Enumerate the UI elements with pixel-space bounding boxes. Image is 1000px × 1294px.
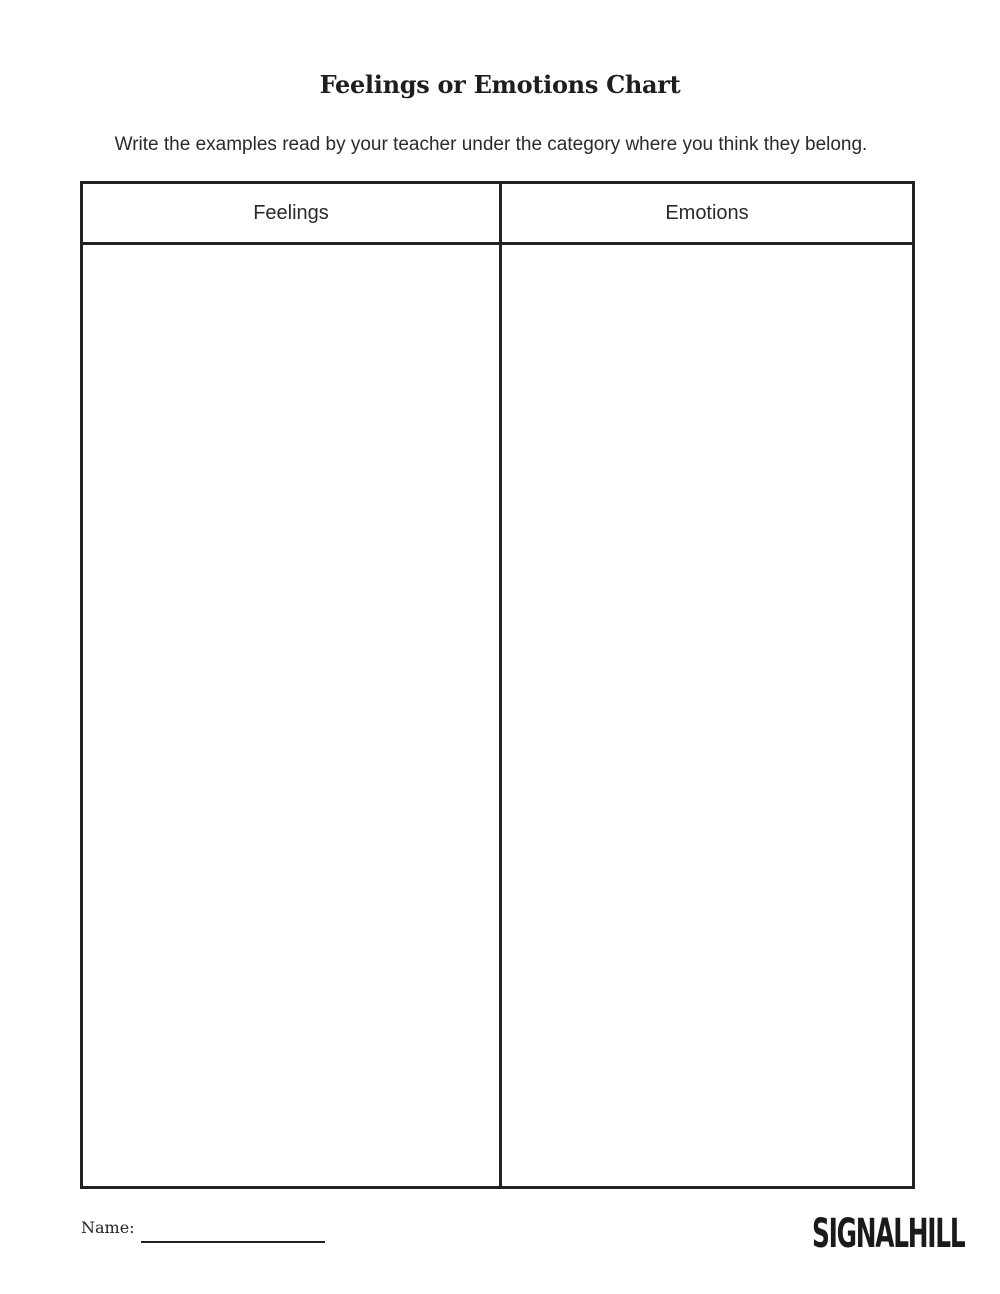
table-header-row bbox=[83, 184, 912, 245]
emotions-answer-area[interactable] bbox=[502, 245, 912, 1186]
column-header-feelings: Feelings bbox=[253, 202, 329, 224]
name-input-line[interactable] bbox=[141, 1241, 325, 1243]
feelings-emotions-table bbox=[80, 181, 915, 1189]
name-label: Name: bbox=[81, 1218, 135, 1237]
instructions-text: Write the examples read by your teacher under the category where you think they belong. bbox=[114, 134, 868, 155]
column-header-emotions: Emotions bbox=[665, 202, 749, 224]
signalhill-logo: SIGNALHILL bbox=[812, 1211, 965, 1257]
page-title: Feelings or Emotions Chart bbox=[319, 70, 681, 99]
feelings-answer-area[interactable] bbox=[83, 245, 499, 1186]
